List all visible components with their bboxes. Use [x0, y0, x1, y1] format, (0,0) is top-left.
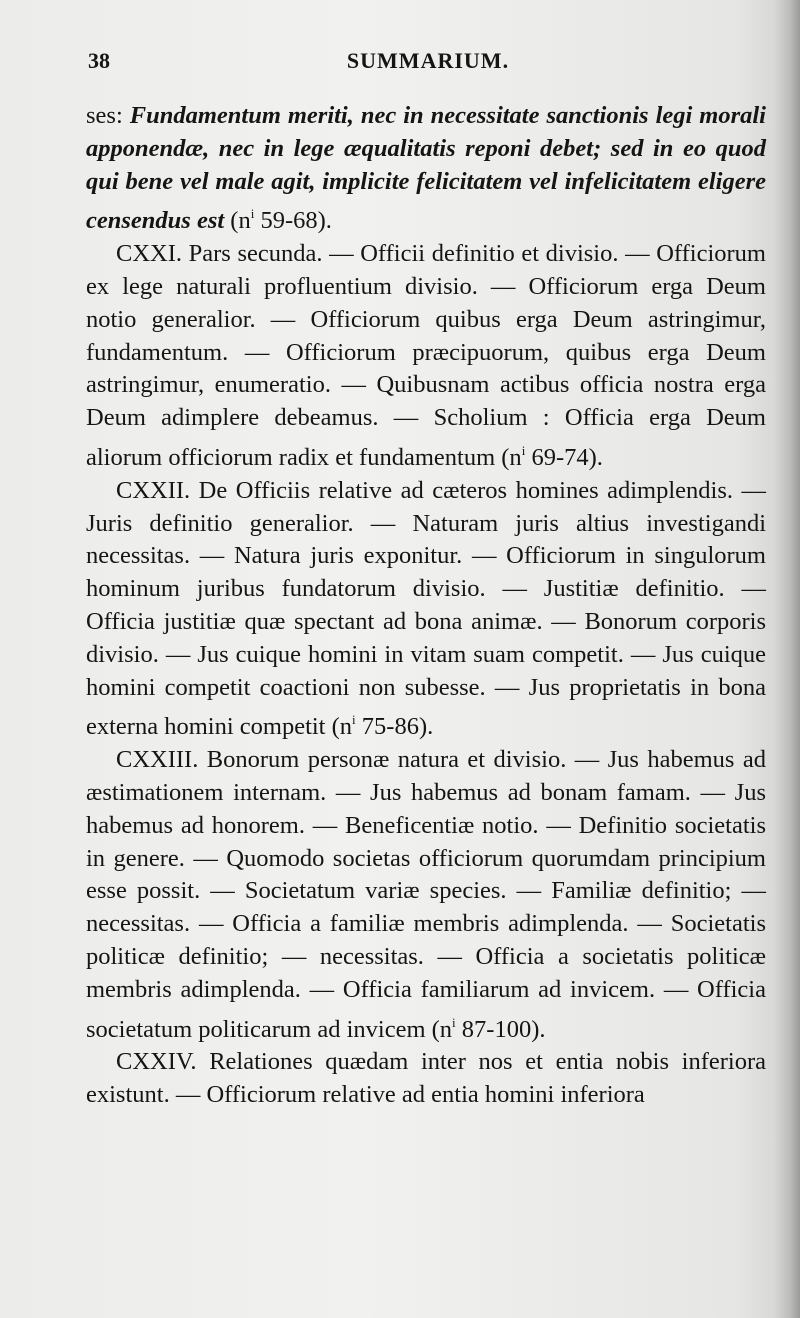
reference-tail: 87-100). [455, 1015, 546, 1043]
paragraph-cxxi [86, 238, 766, 475]
section-number: CXXII. [116, 476, 191, 504]
page-number: 38 [88, 48, 110, 73]
reference-prefix: (n [495, 443, 522, 471]
paragraph-cxxiv [86, 1046, 766, 1112]
reference-tail: 75-86). [355, 713, 434, 741]
paragraph-text: De Officiis relative ad cæteros homines adimplendis. — Juris definitio generalior. — Naturam juris altius investigandi necessitas. — Natura juris exponitur. — Officiorum in singulorum hominum juribus fundatorum divisio. — Justitiæ definitio. — Officia justitiæ quæ spectant ad bona animæ. — Bonorum corporis divisio. — Jus cuique homini in vitam suam competit. — Jus cuique homini competit coactioni non subesse. — Jus proprietatis in bona externa homini competit [86, 476, 766, 741]
paragraph-text: Pars secunda. — Officii definitio et divisio. — Officiorum ex lege naturali profluentium divisio. — Officiorum erga Deum notio generalior. — Officiorum quibus erga Deum astringimur, fundamentum. — Officiorum præcipuorum, quibus erga Deum astringimur, enumeratio. — Quibusnam actibus officia nostra erga Deum adimplere debeamus. — Scholium : Officia erga Deum aliorum officiorum radix et fundamentum [86, 240, 766, 471]
reference-prefix: (n [325, 713, 353, 741]
paragraph-text: Relationes quædam inter nos et entia nobis inferiora existunt. — Officiorum relative ad entia homini inferiora [86, 1048, 766, 1109]
paragraph-cxxiii [86, 744, 766, 1046]
page-gutter-edge [774, 0, 800, 1318]
reference-tail: 59-68). [254, 207, 332, 235]
paragraph-cxxii [86, 475, 766, 744]
paragraph-continuation [86, 100, 766, 238]
section-number: CXXI. [116, 240, 183, 268]
paragraph-intro: ses: [86, 102, 130, 129]
reference-tail: 69-74). [525, 443, 603, 471]
section-number: CXXIV. [116, 1048, 197, 1076]
reference-sup: i [452, 1014, 456, 1030]
italic-thesis: Fundamentum meriti, nec in necessitate sanctionis legi morali apponendæ, nec in lege æqualitatis reponi debet; sed in eo quod qui bene vel male agit, implicite felicitatem vel infelicitatem eligere censendus est [86, 102, 766, 235]
reference-prefix: (n [224, 207, 251, 235]
paragraph-text: Bonorum personæ natura et divisio. — Jus habemus ad æstimationem internam. — Jus habemus ad bonam famam. — Jus habemus ad honorem. — Beneficentiæ notio. — Definitio societatis in genere. — Quomodo societas officiorum quorumdam principium esse possit. — Societatum variæ species. — Familiæ definitio; — necessitas. — Officia a familiæ membris adimplenda. — Societatis politicæ definitio; — necessitas. — Officia a societatis politicæ membris adimplenda. — Officia familiarum ad invicem. — Officia societatum politicarum ad invicem [86, 746, 766, 1043]
section-number: CXXIII. [116, 746, 199, 774]
page-header [88, 48, 768, 82]
body-text [86, 100, 766, 1112]
reference-sup: i [352, 712, 356, 728]
reference-prefix: (n [425, 1015, 453, 1043]
reference-sup: i [521, 442, 526, 458]
running-head: SUMMARIUM. [346, 48, 510, 73]
reference-sup: i [250, 206, 255, 222]
